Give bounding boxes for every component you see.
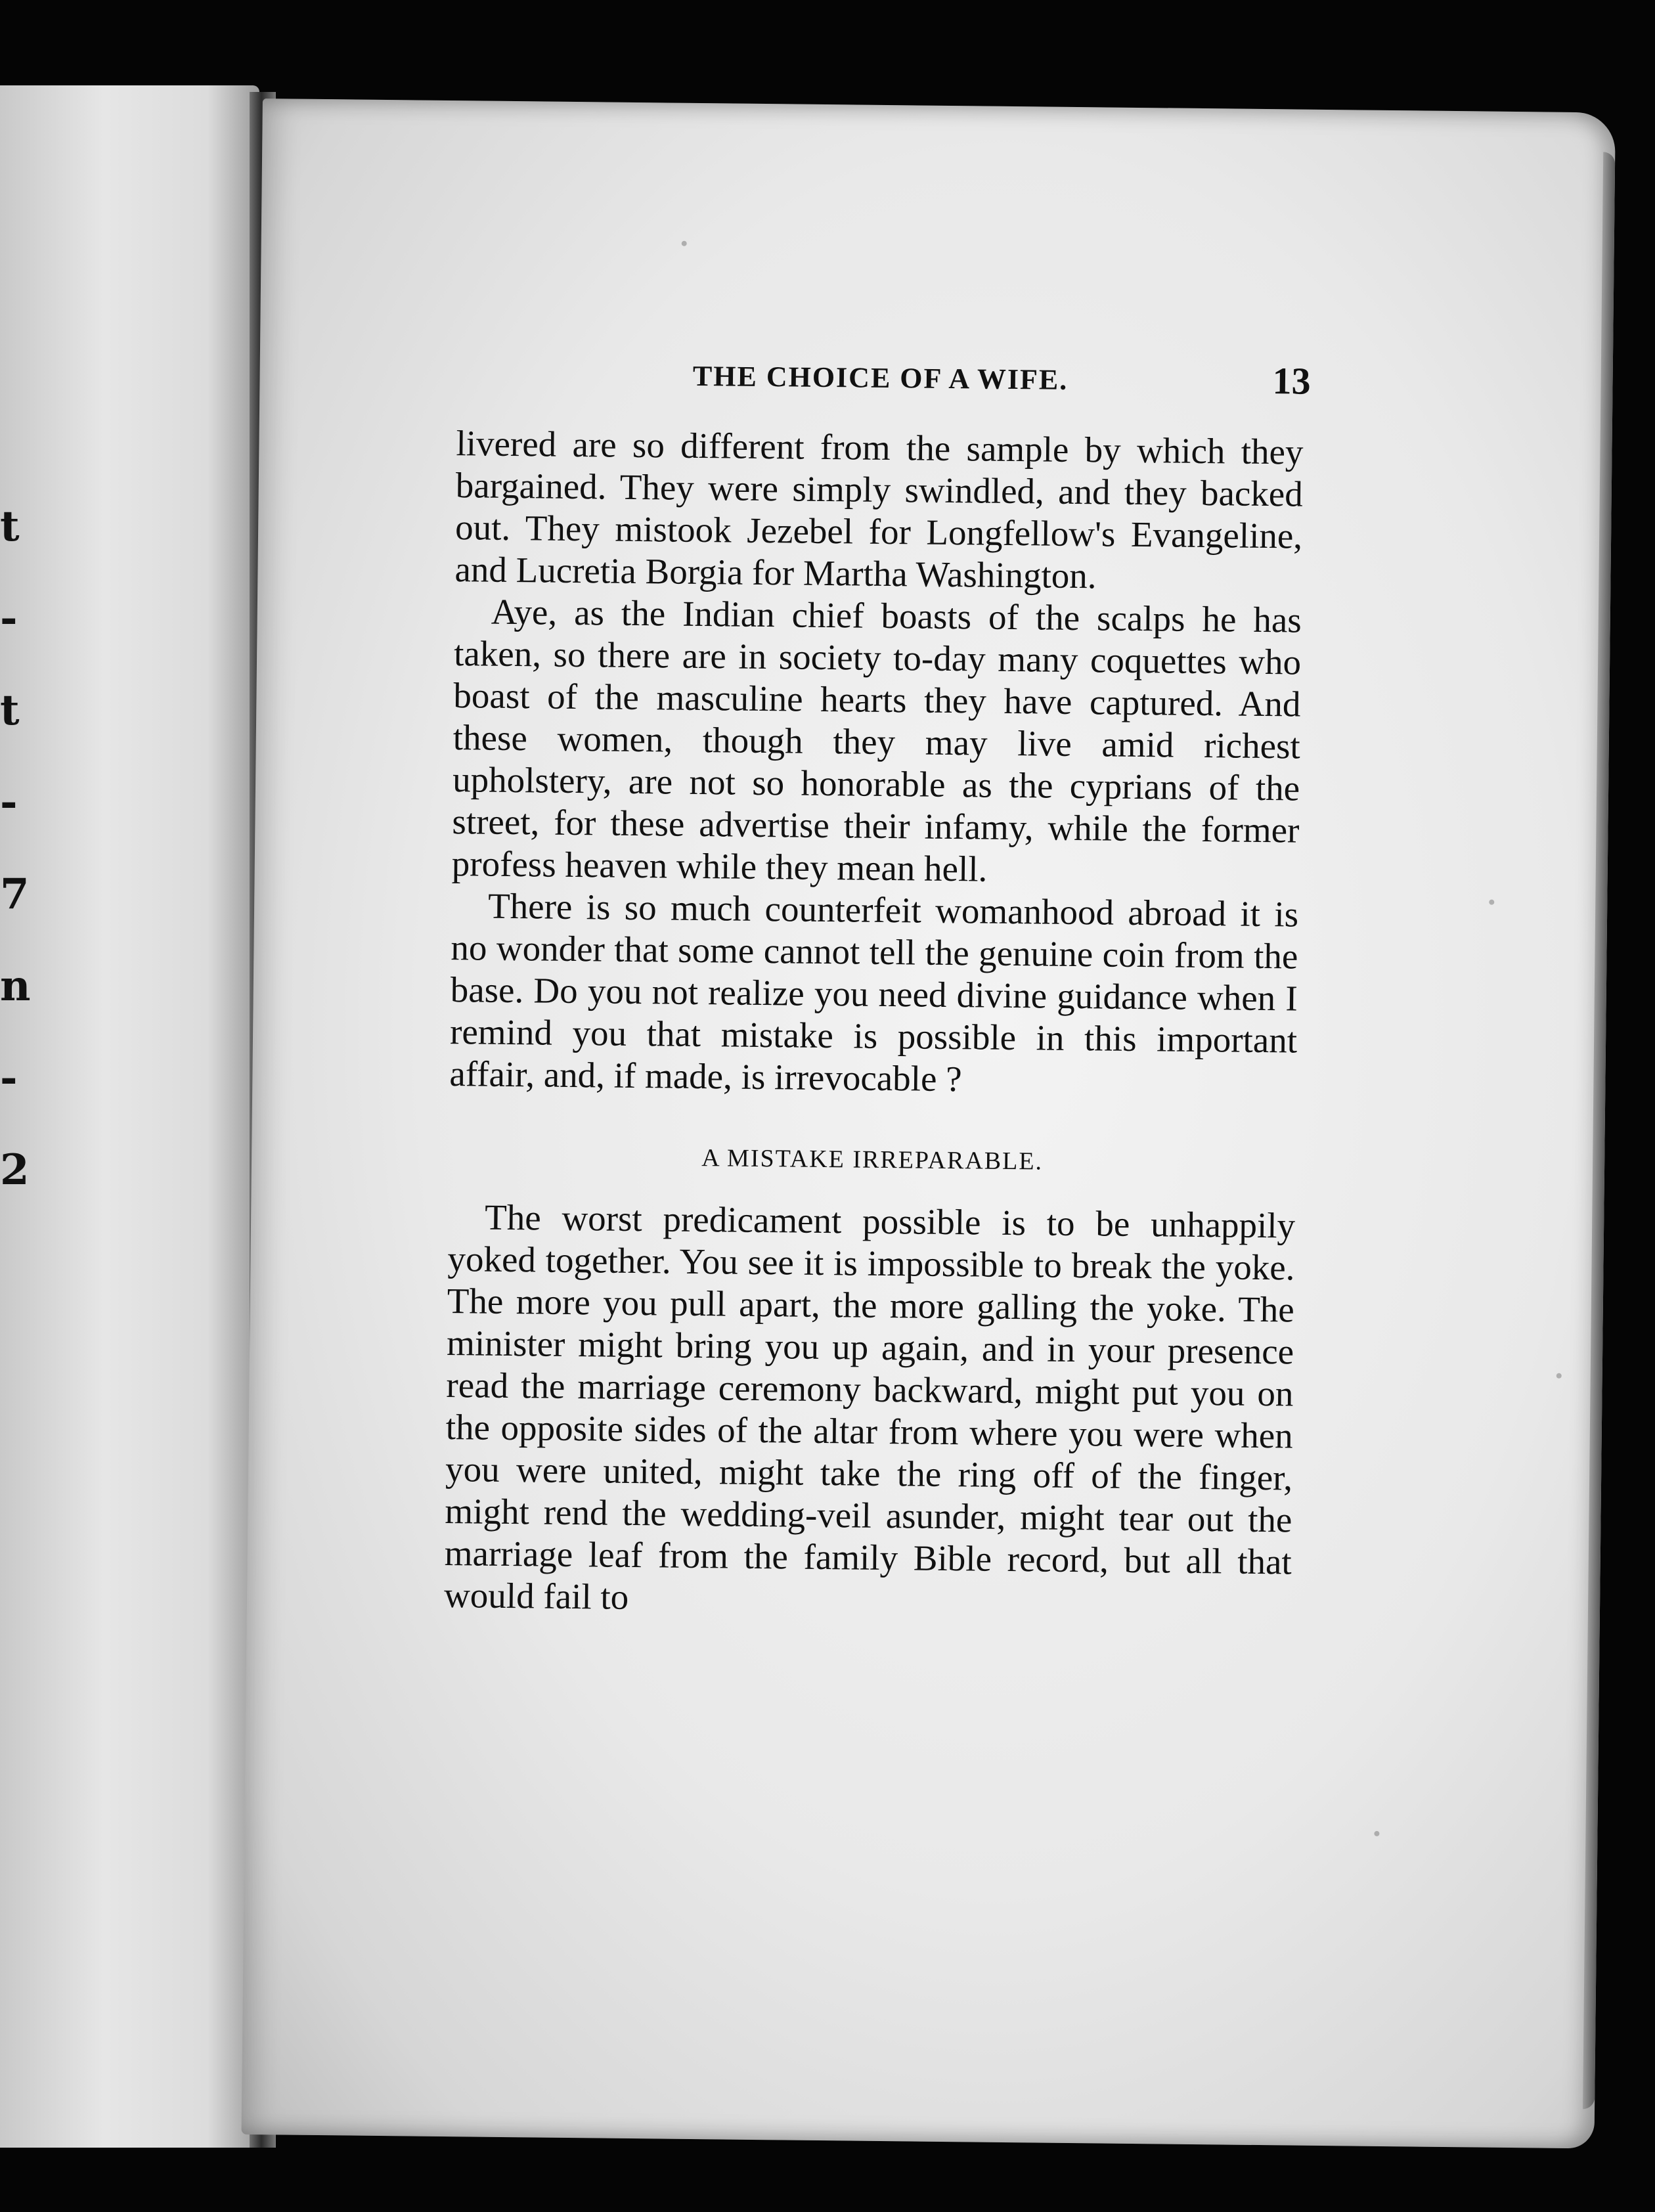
section-paragraph: The worst predicament possible is to be unhappily yoked together. You see it is impossible to break the yoke. The more you pull apart, the more galling the yoke. The minister might bring you up again, and in your presence read the marriage ceremony backward, might put you on the opposite sides of the altar from where you were when you were united, might take the ring off of the finger, might rend the wedding-veil asunder, might tear out the marriage leaf from the family Bible record, but all that would fail to <box>443 1197 1296 1617</box>
page-text-block <box>443 350 1311 1625</box>
page-number: 13 <box>1272 359 1311 403</box>
margin-mark: - <box>0 778 18 827</box>
section-heading: A MISTAKE IRREPARABLE. <box>701 1144 1044 1176</box>
running-title: THE CHOICE OF A WIFE. <box>692 359 1069 396</box>
margin-mark: n <box>0 962 31 1011</box>
margin-mark: t <box>0 502 20 551</box>
margin-mark: - <box>0 594 18 643</box>
paragraph: There is so much counterfeit womanhood abroad it is no wonder that some cannot tell the genuine coin from the base. Do you not realize you need divine guidance when I remind you that mistake is possible in this important affair, and, if made, is irrevocable ? <box>449 885 1299 1099</box>
paragraph: livered are so different from the sample by which they bargained. They were simply swindled, and they backed out. They mistook Jezebel for Longfellow's Evangeline, and Lucretia Borgia for Martha Washington. <box>454 423 1304 596</box>
margin-mark: - <box>0 1053 18 1103</box>
margin-mark: t <box>0 686 20 735</box>
margin-mark: 2 <box>0 1145 30 1195</box>
running-head <box>456 350 1311 431</box>
facing-page-margin-marks <box>0 502 31 1241</box>
margin-mark: 7 <box>0 870 30 919</box>
paragraph: Aye, as the Indian chief boasts of the scalps he has taken, so there are in society to-day many coquettes who boast of the masculine hearts they have captured. And these women, though they may live amid richest upholstery, are not so honorable as the cyprians of the street, for these advertise their infamy, while the former profess heaven while they mean hell. <box>451 591 1302 889</box>
book-page <box>242 99 1616 2148</box>
paper-specks <box>263 99 1616 113</box>
facing-page <box>0 85 259 2148</box>
page-edge <box>1583 152 1615 2109</box>
